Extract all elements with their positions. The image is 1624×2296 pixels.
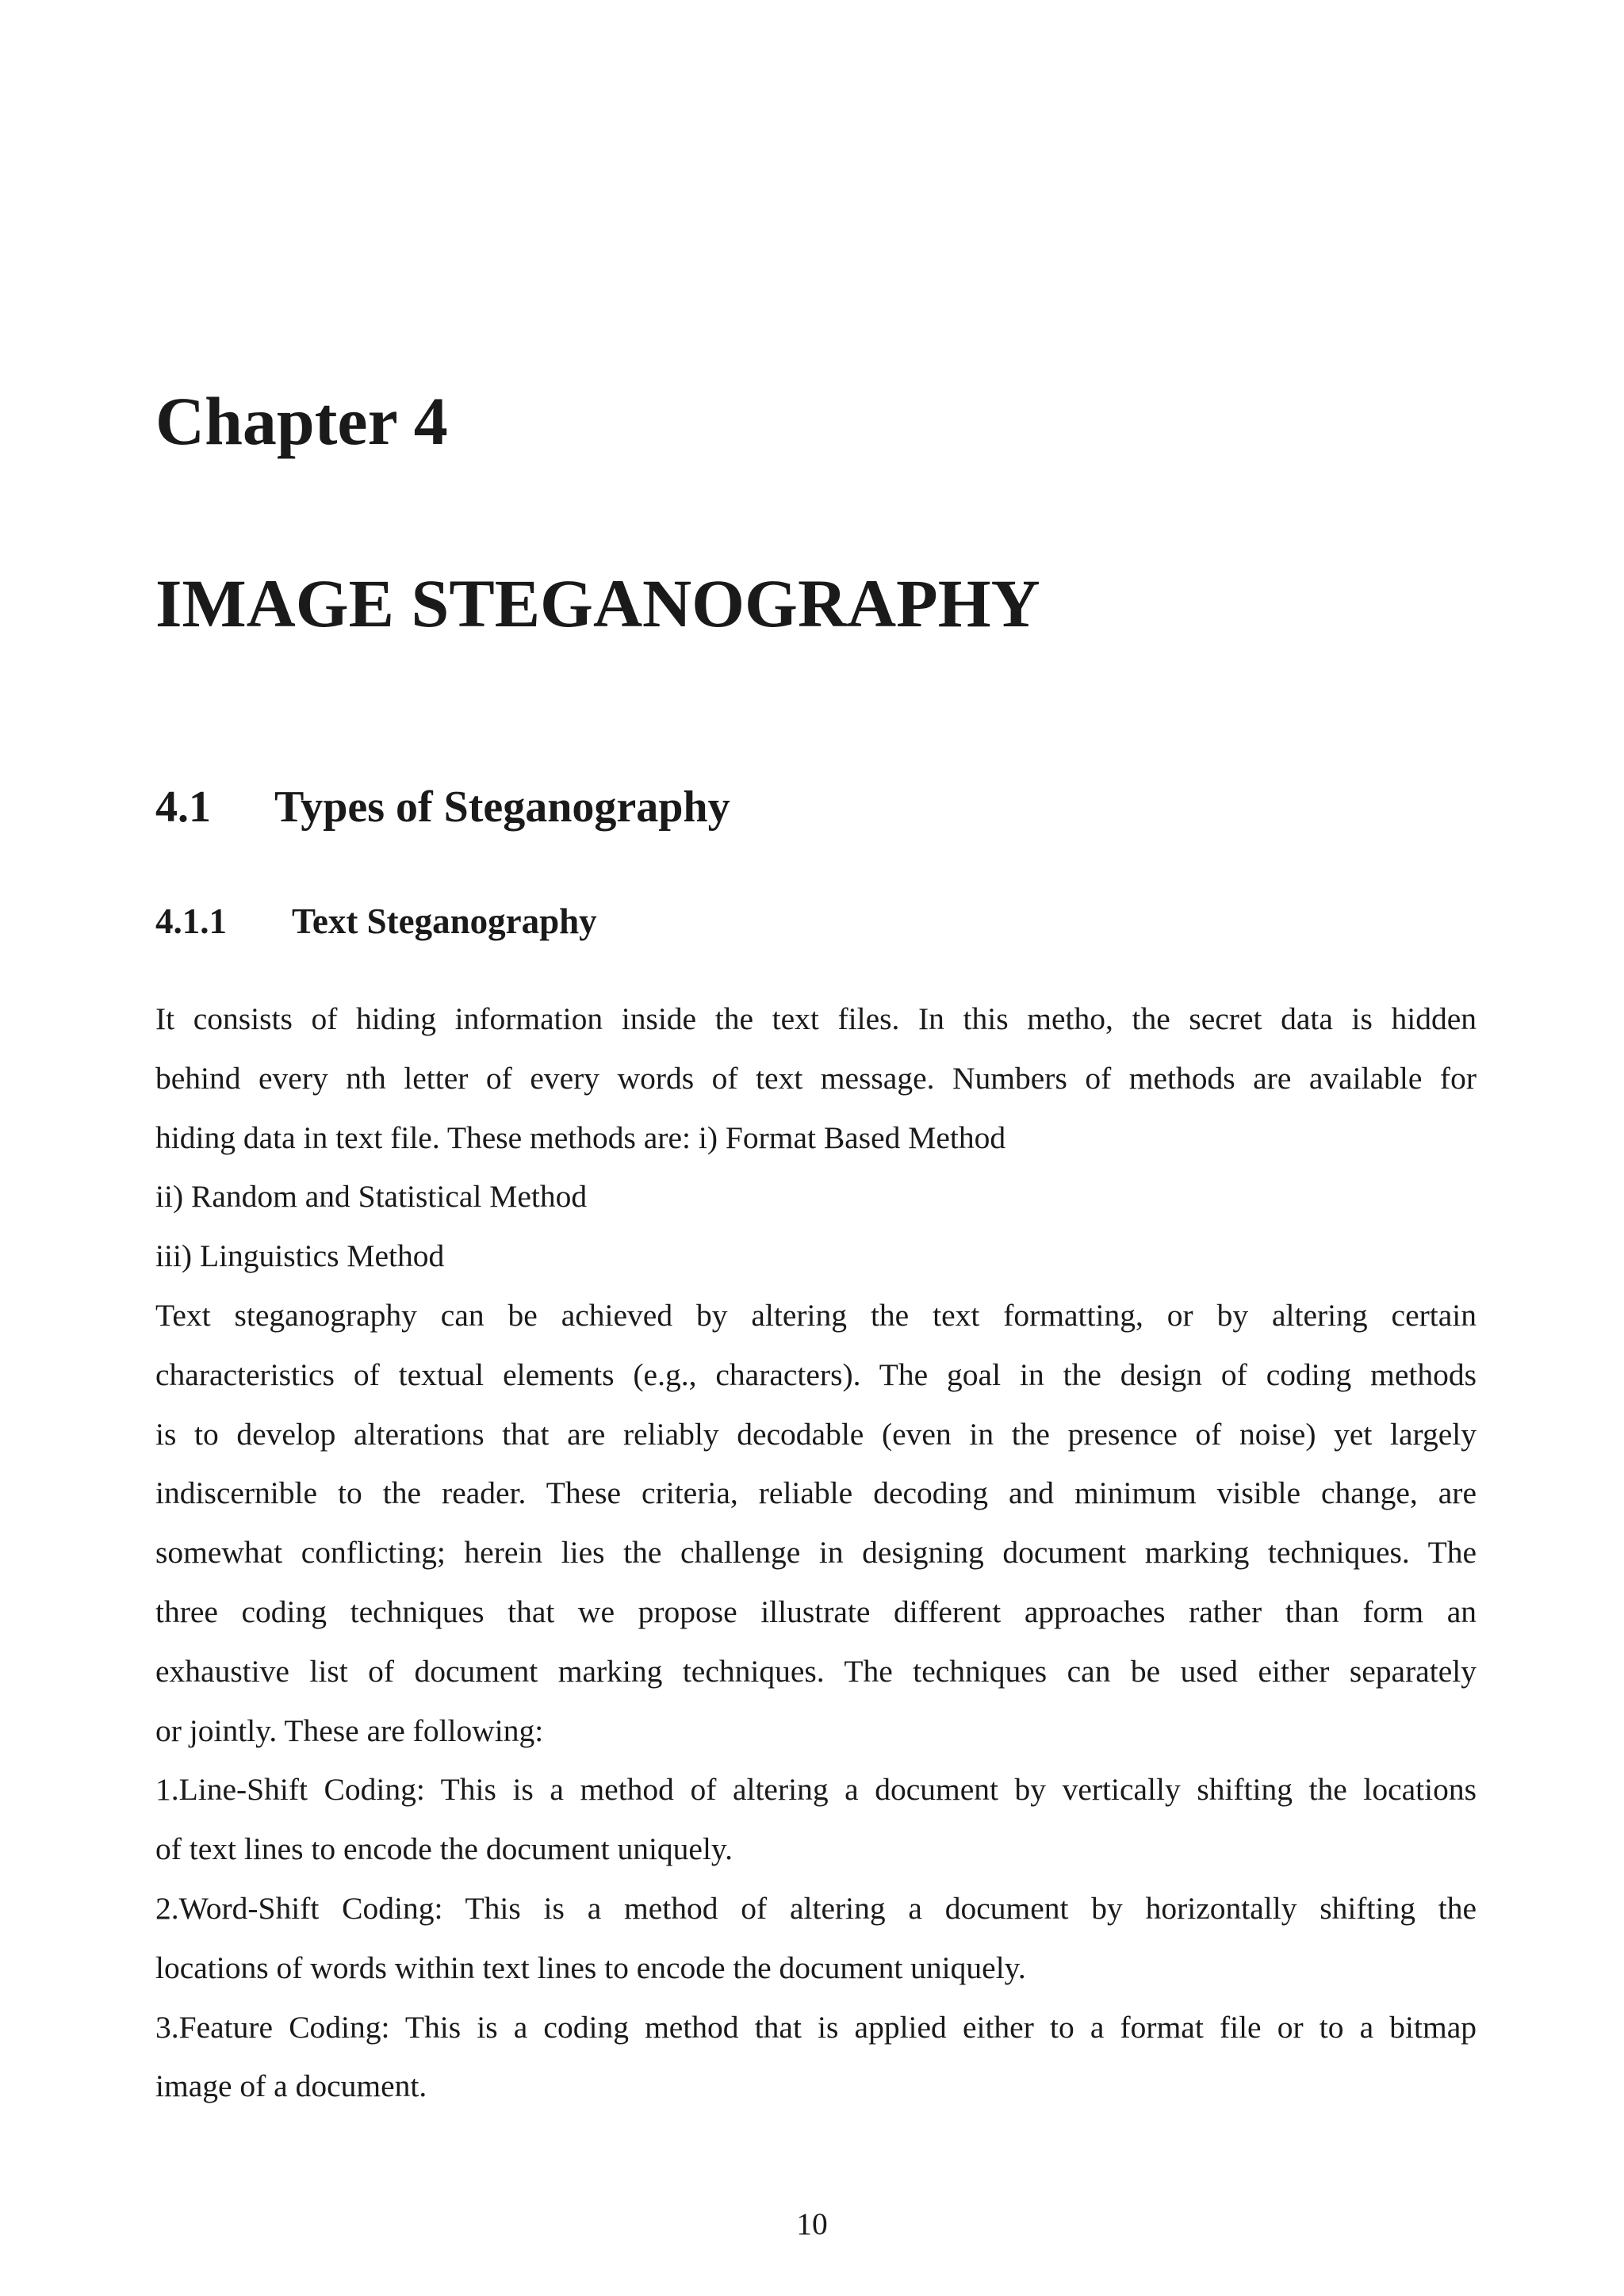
body-line: hiding data in text file. These methods are: i) Format Based Method <box>155 1119 1006 1155</box>
section-title: Types of Steganography <box>274 783 730 832</box>
section-heading <box>155 783 730 832</box>
body-line: or jointly. These are following: <box>155 1712 544 1748</box>
body-line: somewhat conflicting; herein lies the challenge in designing document marking techniques. The <box>155 1535 1477 1571</box>
body-line: image of a document. <box>155 2068 427 2104</box>
chapter-label: Chapter 4 <box>155 383 448 459</box>
subsection-heading <box>155 901 597 941</box>
body-line: indiscernible to the reader. These criteria, reliable decoding and minimum visible change, are <box>155 1475 1477 1511</box>
subsection-number: 4.1.1 <box>155 901 227 941</box>
body-line: It consists of hiding information inside the text files. In this metho, the secret data is hidden <box>155 1001 1477 1036</box>
subsection-title: Text Steganography <box>292 901 597 941</box>
body-line: locations of words within text lines to encode the document uniquely. <box>155 1950 1026 1985</box>
body-line: exhaustive list of document marking techniques. The techniques can be used either separately <box>155 1653 1477 1689</box>
body-text <box>155 989 1477 2116</box>
body-line: 3.Feature Coding: This is a coding method that is applied either to a format file or to a bitmap <box>155 2009 1477 2045</box>
body-line: iii) Linguistics Method <box>155 1238 445 1274</box>
body-line: is to develop alterations that are reliably decodable (even in the presence of noise) yet largely <box>155 1416 1477 1452</box>
body-line: three coding techniques that we propose illustrate different approaches rather than form an <box>155 1594 1477 1629</box>
page-number: 10 <box>796 2206 828 2241</box>
body-line: ii) Random and Statistical Method <box>155 1179 588 1215</box>
body-line: characteristics of textual elements (e.g., characters). The goal in the design of coding methods <box>155 1357 1477 1392</box>
body-line: Text steganography can be achieved by altering the text formatting, or by altering certain <box>155 1297 1477 1333</box>
body-line: of text lines to encode the document uniquely. <box>155 1831 733 1867</box>
chapter-title: IMAGE STEGANOGRAPHY <box>155 565 1040 641</box>
body-line: behind every nth letter of every words of text message. Numbers of methods are available for <box>155 1060 1477 1096</box>
section-number: 4.1 <box>155 783 211 832</box>
body-line: 1.Line-Shift Coding: This is a method of altering a document by vertically shifting the locations <box>155 1772 1477 1808</box>
body-line: 2.Word-Shift Coding: This is a method of altering a document by horizontally shifting the <box>155 1890 1477 1926</box>
